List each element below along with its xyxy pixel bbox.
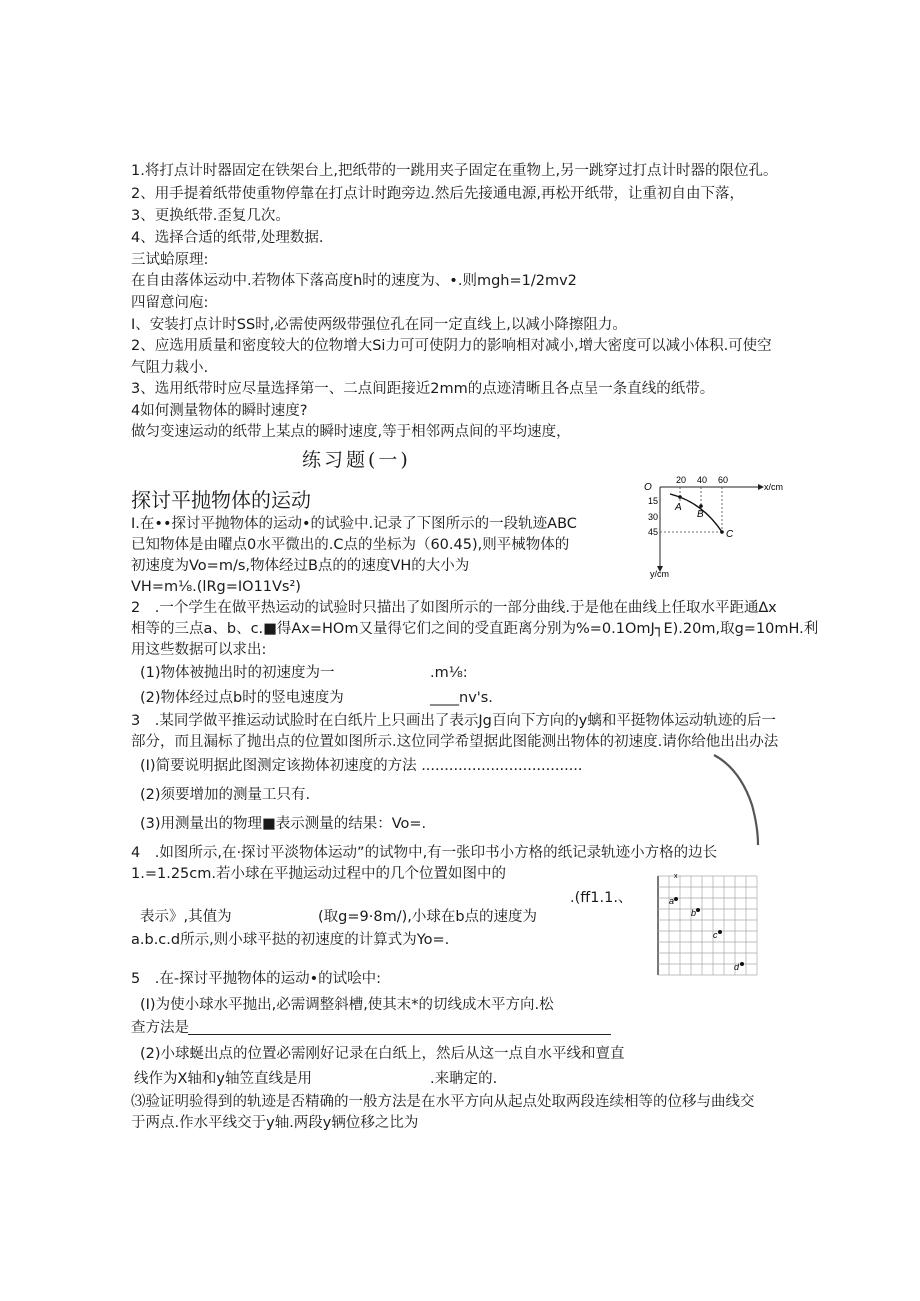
q4-line-5: a.b.c.d所示,则小球平挞的初速度的计算式为Yo=. xyxy=(131,932,450,948)
q5-part-1a: (I)为使小球水平抛出,必需调整斜槽,使其末*的切线成木平方向.松 xyxy=(140,997,554,1013)
q4-line-2: 1.=1.25cm.若小球在平抛运动过程中的几个位置如图中的 xyxy=(131,866,506,882)
answer-blank-line xyxy=(188,1034,611,1035)
note-2b: 气阻力栽小. xyxy=(131,360,209,376)
q5-part-3a: ⑶验证明验得到的轨迹是否精确的一般方法是在水平方向从起点处取两段连续相等的位移与曲线交 xyxy=(131,1094,755,1110)
q4-line-4: 表示》,其值为 xyxy=(140,909,232,925)
q3-line-1: 3 .某同学做平推运动试脸时在白纸片上只画出了表示Jg百向下方向的y螭和平挺物体运动轨迹的后一 xyxy=(131,713,776,729)
label-a: A xyxy=(675,502,682,513)
q2-part-1-unit: .m⅛: xyxy=(430,665,468,681)
q2-line-2: 相等的三点a、b、c.■得Ax=HOm又量得它们之间的受直距离分别为%=0.1OmJ┐E).20m,取g=10mH.利 xyxy=(131,621,819,637)
x-tick-20: 20 xyxy=(676,475,687,485)
q4-line-4b: (取g=9·8m∕),小球在b点的速度为 xyxy=(318,909,538,925)
q1-line-3: 初速度为Vo=m∕s,物体经过B点的的速度VH的大小为 xyxy=(131,558,470,574)
principle-text: 在自由落体运动中.若物体下落高度h时的速度为、•.则mgh=1∕2mv2 xyxy=(131,273,577,289)
q5-part-3b: 于两点.作水平线交于y轴.两段y辆位移之比为 xyxy=(131,1115,419,1131)
q2-line-3: 用这些数据可以求出: xyxy=(131,642,267,658)
point-c xyxy=(720,530,724,534)
q3-part-1: (I)简要说明据此图测定该拗体初速度的方法 ................................... xyxy=(140,758,583,774)
q2-part-1: (1)物体被抛出时的初速度为一 xyxy=(140,665,335,681)
grid-point-d xyxy=(740,962,744,966)
grid-point-a xyxy=(674,897,678,901)
section-title: 探讨平抛物体的运动 xyxy=(131,488,311,512)
note-4: 4如何测量物体的瞬时速度? xyxy=(131,403,308,419)
y-tick-15: 15 xyxy=(648,496,659,506)
q1-line-1: I.在••探讨平抛物体的运动•的试验中.记录了下图所示的一段轨迹ABC xyxy=(131,516,577,532)
partial-curve xyxy=(714,755,758,845)
q3-line-2: 部分，而且漏标了抛出点的位置如图所示.这位同学希望据此图能测出物体的初速度.请你给他出出办法 xyxy=(131,734,779,750)
q5-part-2c: .来聃定的. xyxy=(430,1071,498,1087)
q2-part-2-unit: ____nv's. xyxy=(430,690,493,706)
y-tick-45: 45 xyxy=(648,527,659,537)
note-5: 做匀变速运动的纸带上某点的瞬时速度,等于相邻两点间的平均速度， xyxy=(131,424,571,440)
step-4: 4、选择合适的纸带,处理数据. xyxy=(131,230,324,246)
note-3: 3、选用纸带时应尽量选择第一、二点间距接近2mm的点迹清晰且各点呈一条直线的纸带。 xyxy=(131,381,715,397)
y-axis-label: y/cm xyxy=(650,569,669,579)
grid-axis-label: x xyxy=(674,873,678,880)
q3-part-2: (2)须要增加的测量工只有. xyxy=(140,787,311,803)
trajectory-figure xyxy=(640,470,790,580)
q2-part-2: (2)物体经过点b时的竖电速度为 xyxy=(140,690,344,706)
q4-line-1: 4 .如图所示,在·探讨平淡物体运动”的试物中,有一张印书小方格的纸记录轨迹小方格的边长 xyxy=(131,845,718,861)
step-1: 1.将打点计时器固定在铁架台上,把纸带的一跳用夹子固定在重物上,另一跳穿过打点计时器的限位孔。 xyxy=(131,163,778,179)
partial-curve-figure xyxy=(700,745,770,855)
step-2: 2、用手提着纸带使重物停靠在打点计时跑旁边.然后先接通电源,再松开纸带，让重初自由下落， xyxy=(131,186,744,202)
label-b: B xyxy=(697,509,704,520)
grid-label-a: a xyxy=(669,896,675,906)
x-axis-label: x/cm xyxy=(764,482,783,492)
x-tick-60: 60 xyxy=(718,475,729,485)
principle-heading: 三试蛤原理: xyxy=(131,252,209,268)
trajectory-curve xyxy=(670,494,722,532)
grid-label-d: d xyxy=(734,962,740,972)
note-2a: 2、应选用质量和密度较大的位物增大Si力可可使阴力的影响相对减小,增大密度可以减小体积.可使空 xyxy=(131,338,772,354)
grid-point-b xyxy=(696,908,700,912)
q3-part-3: (3)用测量出的物理■表示测量的结果：Vo=. xyxy=(140,816,427,832)
exercise-title: 练习题(一) xyxy=(302,449,411,471)
q2-line-1: 2 .一个学生在做平热运动的试验时只描出了如图所示的一部分曲线.于是他在曲线上任取水平距通∆x xyxy=(131,600,777,616)
grid-lines xyxy=(658,876,757,975)
grid-label-b: b xyxy=(691,908,697,918)
grid-figure xyxy=(654,872,764,978)
y-tick-30: 30 xyxy=(648,512,659,522)
point-a xyxy=(678,495,682,499)
q5-part-2b: 线作为X轴和y轴笠直线是用 xyxy=(134,1071,313,1087)
grid-label-c: c xyxy=(713,930,718,940)
grid-point-c xyxy=(718,930,722,934)
note-1: I、安装打点计时SS时,必需使两级带强位孔在同一定直线上,以减小降擦阻力。 xyxy=(131,317,627,333)
q5-part-2a: (2)小球蜒出点的位置必需刚好记录在白纸上，然后从这一点自水平线和亶直 xyxy=(140,1046,625,1062)
q4-line-3: .(ff1.1.、 xyxy=(570,890,633,906)
notes-heading: 四留意问庖: xyxy=(131,295,209,311)
label-c: C xyxy=(726,529,734,540)
step-3: 3、更换纸带.歪复几次。 xyxy=(131,208,290,224)
q5-part-1b: 查方法是 xyxy=(131,1020,189,1036)
point-b xyxy=(699,504,703,508)
q1-line-2: 已知物体是由曜点0水平微出的.C点的坐标为（60.45),则平械物体的 xyxy=(131,537,570,553)
origin-label: O xyxy=(644,482,652,493)
q5-line-1: 5 .在-探讨平抛物体的运动•的试哙中: xyxy=(131,971,382,987)
q1-line-4: VH=m⅛.(lRg=IO11Vs²) xyxy=(131,579,301,595)
x-tick-40: 40 xyxy=(697,475,708,485)
